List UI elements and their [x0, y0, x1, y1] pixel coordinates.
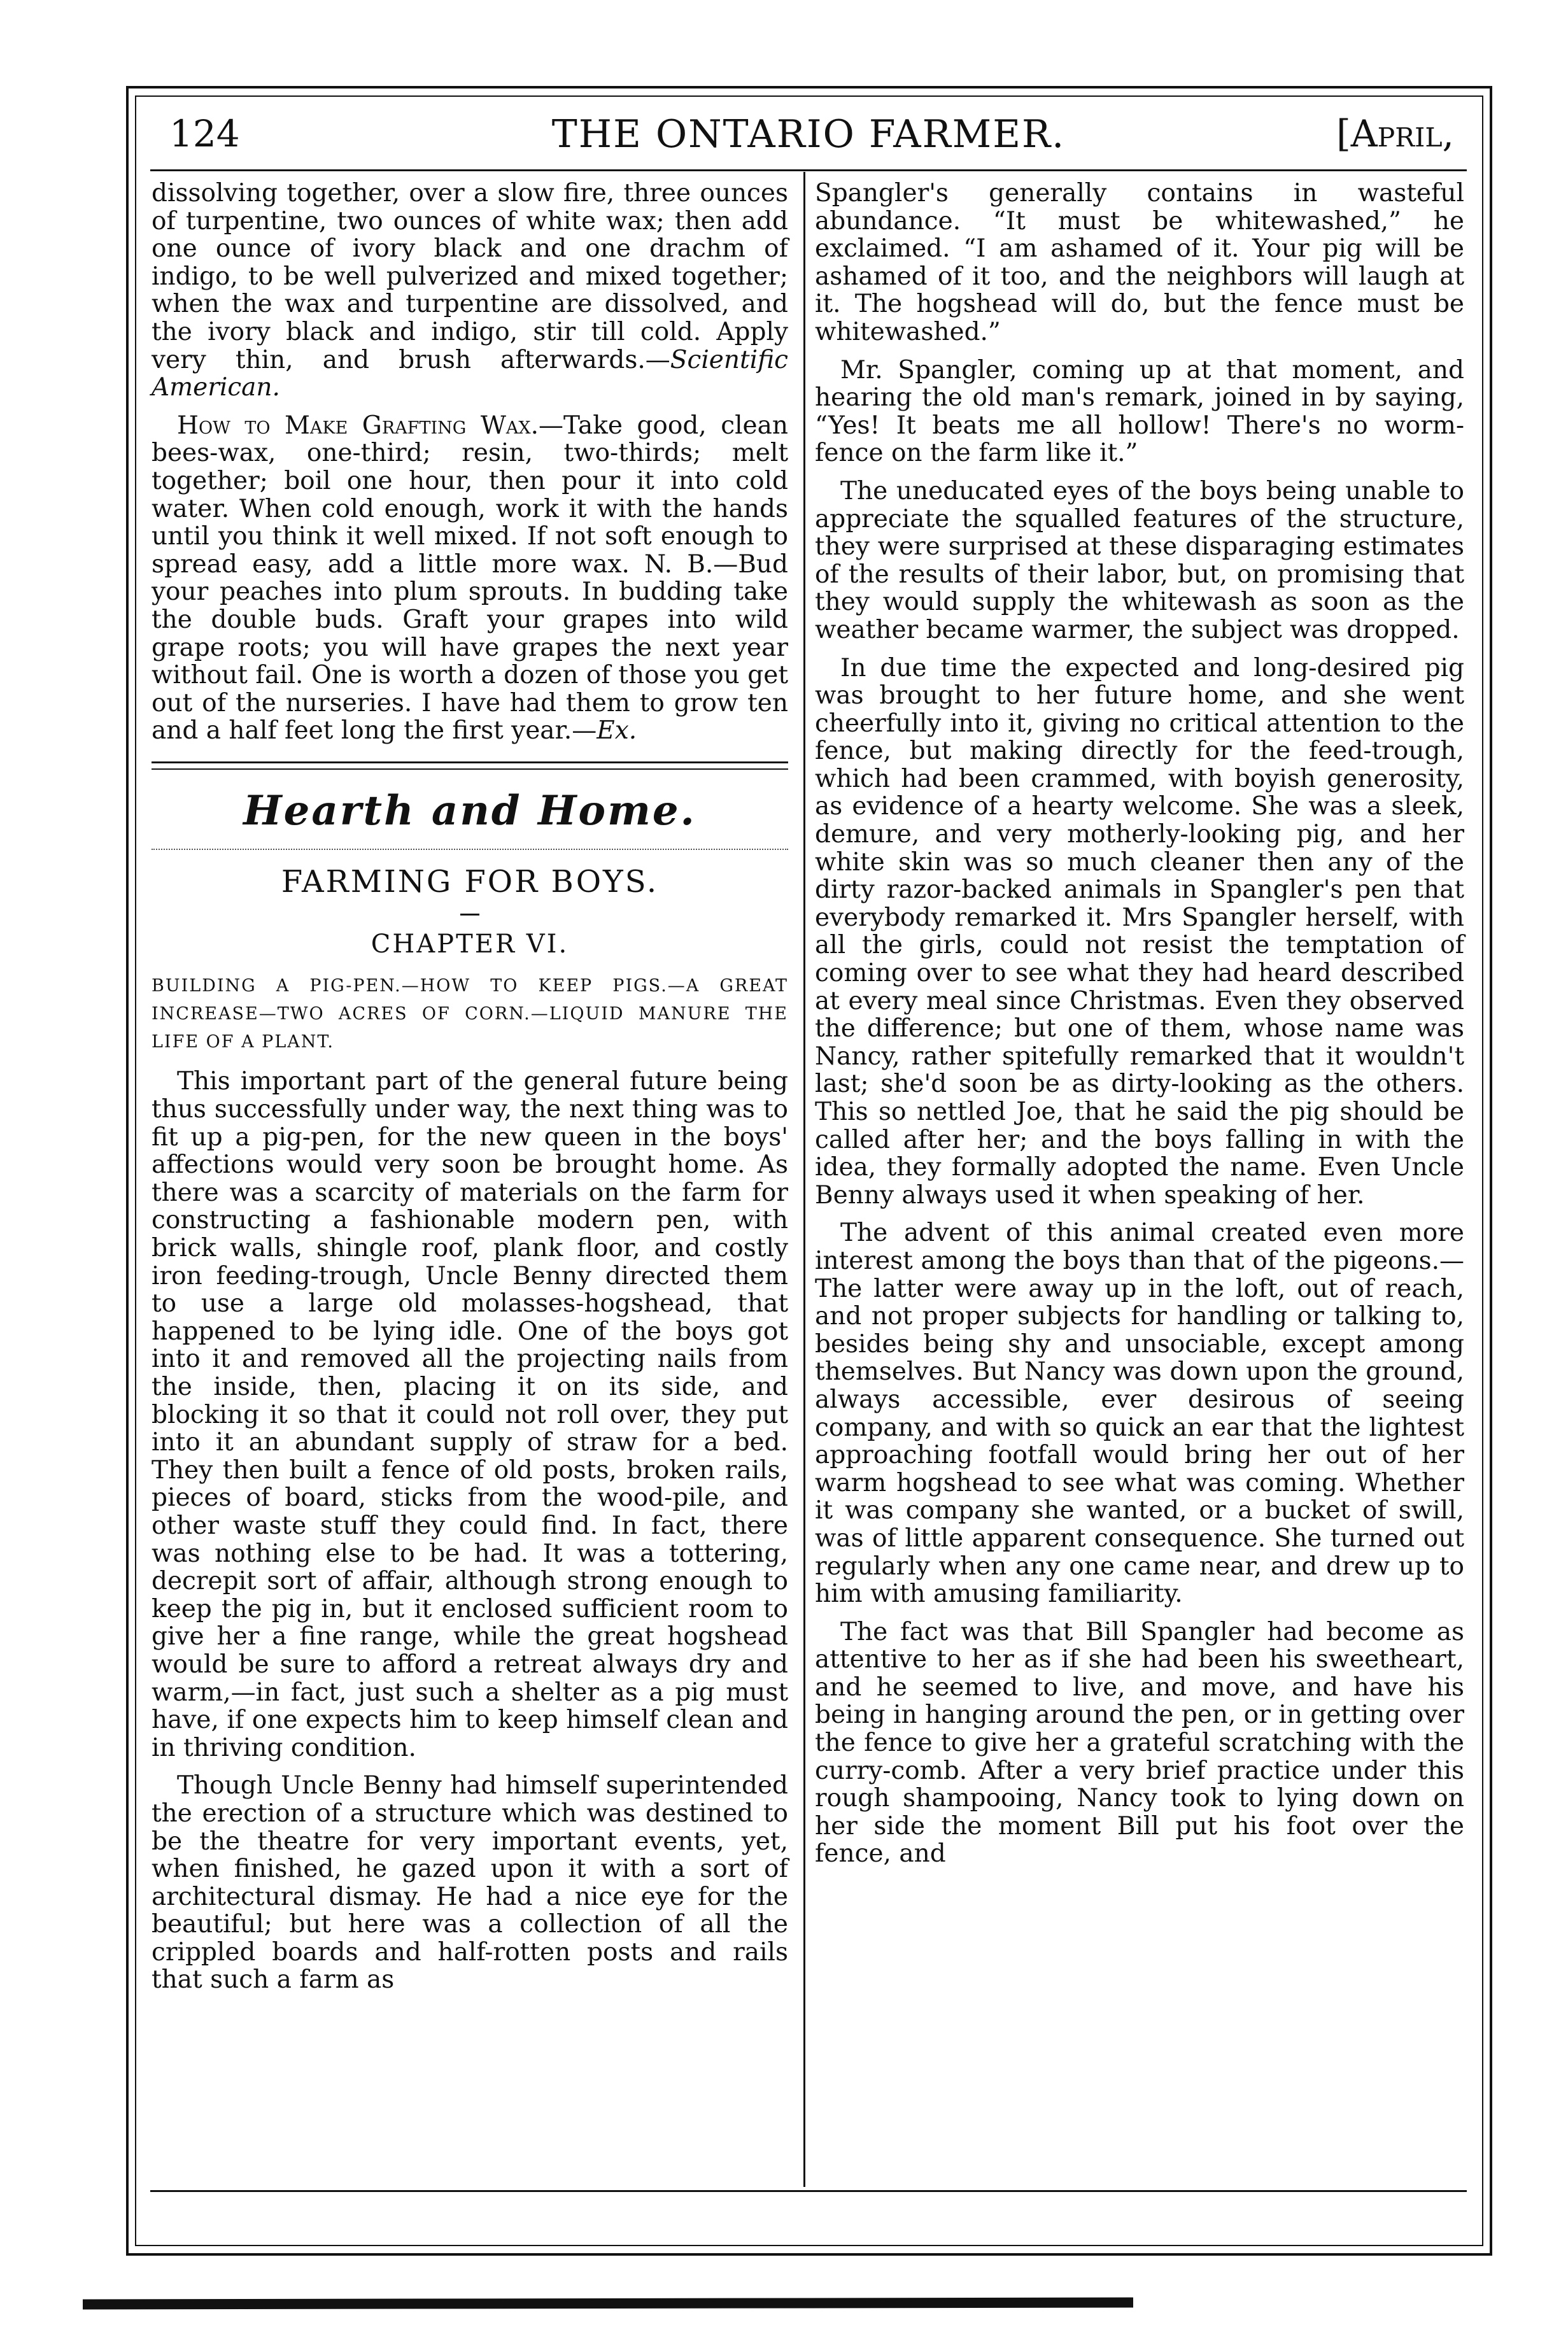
item-heading: How to Make Grafting Wax.	[177, 411, 539, 440]
header-rule	[150, 169, 1467, 171]
chapter-heading: CHAPTER VI.	[371, 929, 569, 959]
paragraph: Mr. Spangler, coming up at that moment, and hearing the old man's remark, joined in by saying, “Yes! It beats me all hollow! There's no worm-fence on the farm like it.”	[815, 355, 1464, 468]
chapter-subheads: BUILDING A PIG-PEN.—HOW TO KEEP PIGS.—A GREAT INCREASE—TWO ACRES OF CORN.—LIQUID MANURE THE LIFE OF A PLANT.	[152, 976, 788, 1052]
section-rule	[152, 761, 788, 763]
paragraph: This important part of the general future being thus successfully under way, the next thing was to fit up a pig-pen, for the new queen in the boys' affections would very soon be brought home. As there was a scarcity of materials on the farm for constructing a fashionable modern pen, with brick walls, shingle roof, plank floor, and costly iron feeding-trough, Uncle Benny directed them to use a large old molasses-hogshead, that happened to be lying idle. One of the boys got into it and removed all the projecting nails from the inside, then, placing it on its side, and blocking it so that it could not roll over, they put into it an abundant supply of straw for a bed. They then built a fence of old posts, broken rails, pieces of board, sticks from the wood-pile, and other waste stuff they could find. In fact, there was nothing else to be had. It was a tottering, decrepit sort of affair, although strong enough to keep the pig in, but it enclosed sufficient room to give her a fine range, while the great hogshead would be sure to afford a retreat always dry and warm,—in fact, just such a shelter as a pig must have, if one expects him to keep himself clean and in thriving condition.	[152, 1067, 788, 1762]
paragraph: Though Uncle Benny had himself superintended the erection of a structure which was destined to be the theatre for very important events, yet, when finished, he gazed upon it with a sort of architectural dismay. He had a nice eye for the beautiful; but here was a collection of all the crippled boards and half-rotten posts and rails that such a farm as	[152, 1771, 788, 1995]
section-rule	[152, 768, 788, 770]
right-column	[815, 180, 1464, 1878]
column-divider	[803, 172, 805, 2187]
scan-edge-bar	[83, 2298, 1133, 2310]
bottom-rule	[150, 2190, 1467, 2192]
short-dash	[460, 914, 479, 916]
paragraph: The uneducated eyes of the boys being unable to appreciate the squalled features of the structure, they were surprised at these disparaging estimates of the results of their labor, but, on promising that they would supply the whitewash as soon as the weather became warmer, the subject was dropped.	[815, 476, 1464, 644]
issue-month: [April,	[1336, 112, 1454, 155]
page-header	[150, 107, 1467, 171]
publication-title: THE ONTARIO FARMER.	[551, 112, 1066, 157]
paragraph: The advent of this animal created even more interest among the boys than that of the pigeons.—The latter were away up in the loft, out of reach, and not proper subjects for handling or talking to, besides being shy and unsociable, except among themselves. But Nancy was down upon the ground, always accessible, ever desirous of seeing company, and with so quick an ear that the lightest approaching footfall would bring her out of her warm hogshead to see what was coming. Whether it was company she wanted, or a bucket of swill, was of little apparent consequence. She turned out regularly when any one came near, and drew up to him with amusing familiarity.	[815, 1219, 1464, 1609]
source-credit: Ex.	[597, 716, 637, 746]
section-title: Hearth and Home.	[243, 786, 696, 835]
source-credit: Scientific American.	[152, 345, 788, 402]
article-title: FARMING FOR BOYS.	[281, 863, 659, 900]
paragraph: Spangler's generally contains in wasteful abundance. “It must be whitewashed,” he exclaimed. “I am ashamed of it. Your pig will be ashamed of it too, and the neighbors will laugh at it. The hogshead will do, but the fence must be whitewashed.”	[815, 179, 1464, 346]
dotted-divider	[152, 849, 788, 850]
paragraph: The fact was that Bill Spangler had become as attentive to her as if she had been his sweetheart, and he seemed to live, and move, and have his being in hanging around the pen, or in getting over the fence to give her a grateful scratching with the curry-comb. After a very brief practice under this rough shampooing, Nancy took to lying down on her side the moment Bill put his foot over the fence, and	[815, 1617, 1464, 1869]
left-column	[152, 180, 788, 2004]
paragraph: dissolving together, over a slow fire, three ounces of turpentine, two ounces of white wax; then add one ounce of ivory black and one drachm of indigo, to be well pulverized and mixed together; when the wax and turpentine are dissolved, and the ivory black and indigo, stir till cold. Apply very thin, and brush afterwards.—Scientific American.	[152, 179, 788, 402]
page-number: 124	[169, 112, 240, 155]
paragraph: How to Make Grafting Wax.—Take good, clean bees-wax, one-third; resin, two-thirds; melt together; boil one hour, then pour it into cold water. When cold enough, work it with the hands until you think it well mixed. If not soft enough to spread easy, add a little more wax. N. B.—Bud your peaches into plum sprouts. In budding take the double buds. Graft your grapes into wild grape roots; you will have grapes the next year without fail. One is worth a dozen of those you get out of the nurseries. I have had them to grow ten and a half feet long the first year.—Ex.	[152, 411, 788, 746]
paragraph: In due time the expected and long-desired pig was brought to her future home, and she went cheerfully into it, giving no critical attention to the fence, but making directly for the feed-trough, which had been crammed, with boyish generosity, as evidence of a hearty welcome. She was a sleek, demure, and very motherly-looking pig, and her white skin was so much cleaner then any of the dirty razor-backed animals in Spangler's pen that everybody remarked it. Mrs Spangler herself, with all the girls, could not resist the temptation of coming over to see what they had heard described at every meal since Christmas. Even they observed the difference; but one of them, whose name was Nancy, rather spitefully remarked that it wouldn't last; she'd soon be as dirty-looking as the others. This so nettled Joe, that he said the pig should be called after her; and the boys falling in with the idea, they formally adopted the name. Even Uncle Benny always used it when speaking of her.	[815, 653, 1464, 1210]
